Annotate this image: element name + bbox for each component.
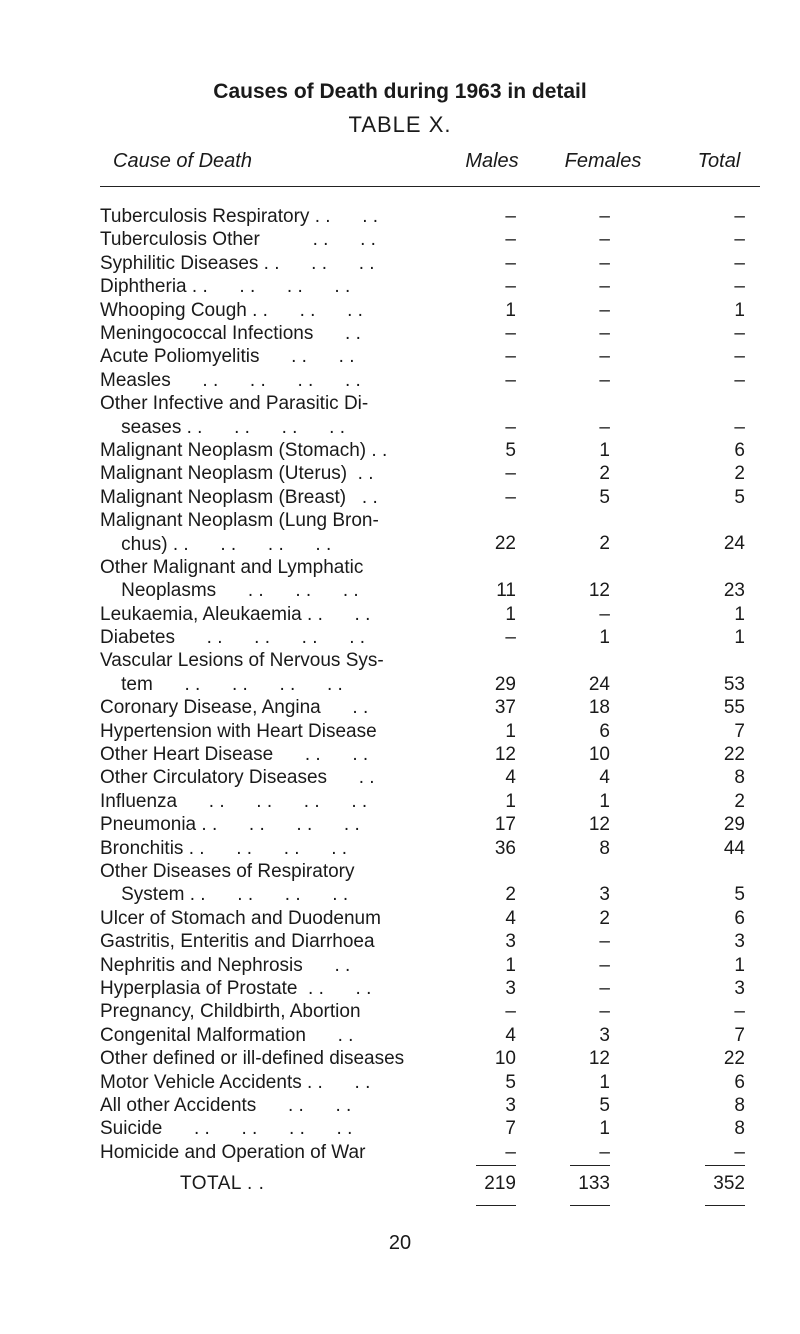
males-value: 3 (505, 931, 516, 953)
males-value: – (505, 627, 516, 649)
column-header-males: Males (465, 150, 519, 172)
females-value: – (599, 1001, 610, 1023)
females-value: – (599, 205, 610, 227)
females-value: 1 (599, 1118, 610, 1140)
cause-label: Malignant Neoplasm (Uterus) . . (100, 463, 374, 485)
cause-label: Diphtheria . . . . . . . . (100, 276, 351, 298)
total-value: 1 (734, 299, 745, 321)
table-row (0, 462, 800, 485)
table-row (0, 907, 800, 930)
total-males: 219 (484, 1173, 516, 1194)
females-value: 1 (599, 790, 610, 812)
cause-label: All other Accidents . . . . (100, 1094, 352, 1116)
total-value: 2 (734, 790, 745, 812)
table-row (0, 1071, 800, 1094)
cause-label: Coronary Disease, Angina . . (100, 697, 369, 719)
males-value: – (505, 369, 516, 391)
females-value: 5 (599, 486, 610, 508)
females-value: 12 (588, 814, 610, 836)
total-value: 7 (734, 1024, 745, 1046)
males-value: 4 (505, 767, 516, 789)
cause-label: Bronchitis . . . . . . . . (100, 837, 348, 859)
males-value: – (505, 486, 516, 508)
table-row (0, 720, 800, 743)
table-row (0, 603, 800, 626)
total-value: 8 (734, 1118, 745, 1140)
cause-label: Diabetes . . . . . . . . (100, 627, 366, 649)
cause-label: Other Diseases of Respiratory System . . . . . . . . (100, 861, 355, 906)
total-value: 3 (734, 931, 745, 953)
males-value: – (505, 322, 516, 344)
females-value: – (599, 1141, 610, 1163)
females-value: 1 (599, 1071, 610, 1093)
males-value: 12 (494, 744, 516, 766)
table-row (0, 509, 800, 556)
cause-label: Pneumonia . . . . . . . . (100, 814, 360, 836)
total-value: – (734, 252, 745, 274)
males-value: – (505, 463, 516, 485)
females-value: 3 (599, 1024, 610, 1046)
females-value: 24 (588, 673, 610, 695)
females-value: 3 (599, 884, 610, 906)
cause-label: Nephritis and Nephrosis . . (100, 954, 351, 976)
females-value: 2 (599, 463, 610, 485)
table-row (0, 1047, 800, 1070)
cause-label: Hyperplasia of Prostate . . . . (100, 977, 372, 999)
females-value: 12 (588, 580, 610, 602)
table-row (0, 626, 800, 649)
table-row (0, 1000, 800, 1023)
table-row (0, 977, 800, 1000)
cause-label: Whooping Cough . . . . . . (100, 299, 363, 321)
cause-label: Syphilitic Diseases . . . . . . (100, 252, 375, 274)
males-value: 10 (494, 1048, 516, 1070)
table-row (0, 439, 800, 462)
total-value: – (734, 1141, 745, 1163)
header-divider (100, 186, 760, 187)
cause-label: Pregnancy, Childbirth, Abortion (100, 1001, 361, 1023)
table-row (0, 813, 800, 836)
females-value: 18 (588, 697, 610, 719)
total-value: 8 (734, 767, 745, 789)
males-value: 1 (505, 299, 516, 321)
cause-label: Leukaemia, Aleukaemia . . . . (100, 603, 371, 625)
table-row (0, 1094, 800, 1117)
table-row (0, 322, 800, 345)
cause-label: Malignant Neoplasm (Breast) . . (100, 486, 378, 508)
column-header-cause: Cause of Death (113, 150, 252, 172)
males-value: 1 (505, 720, 516, 742)
males-value: – (505, 1141, 516, 1163)
cause-label: Ulcer of Stomach and Duodenum (100, 907, 381, 929)
cause-label: Other Infective and Parasitic Di- seases . . . . . . . . (100, 393, 369, 438)
cause-label: Hypertension with Heart Disease (100, 720, 377, 742)
table-row (0, 790, 800, 813)
females-value: 1 (599, 627, 610, 649)
total-value: 1 (734, 603, 745, 625)
causes-table-body (0, 205, 800, 1164)
document-title: Causes of Death during 1963 in detail (213, 80, 587, 103)
males-value: 3 (505, 977, 516, 999)
table-row (0, 345, 800, 368)
table-row (0, 930, 800, 953)
males-value: – (505, 416, 516, 438)
cause-label: Acute Poliomyelitis . . . . (100, 346, 355, 368)
males-value: 22 (494, 533, 516, 555)
cause-label: Malignant Neoplasm (Stomach) . . (100, 439, 388, 461)
cause-label: Other defined or ill-defined diseases (100, 1048, 405, 1070)
total-value: 24 (723, 533, 745, 555)
total-value: 8 (734, 1094, 745, 1116)
females-value: – (599, 416, 610, 438)
total-value: 7 (734, 720, 745, 742)
cause-label: Tuberculosis Other . . . . (100, 229, 376, 251)
column-header-total: Total (697, 150, 741, 172)
total-rule-top-total (705, 1165, 745, 1166)
males-value: – (505, 346, 516, 368)
total-value: 23 (723, 580, 745, 602)
total-value: – (734, 416, 745, 438)
females-value: 4 (599, 767, 610, 789)
total-rule-bottom-total (705, 1205, 745, 1206)
cause-label: Malignant Neoplasm (Lung Bron- chus) . . . . . . . . (100, 510, 379, 555)
total-value: 1 (734, 627, 745, 649)
males-value: 37 (494, 697, 516, 719)
males-value: 29 (494, 673, 516, 695)
males-value: 5 (505, 439, 516, 461)
table-row (0, 1024, 800, 1047)
females-value: 10 (588, 744, 610, 766)
total-value: 55 (723, 697, 745, 719)
females-value: 6 (599, 720, 610, 742)
females-value: – (599, 931, 610, 953)
males-value: 1 (505, 790, 516, 812)
cause-label: Homicide and Operation of War (100, 1141, 366, 1163)
males-value: 1 (505, 954, 516, 976)
males-value: 3 (505, 1094, 516, 1116)
total-value: 6 (734, 1071, 745, 1093)
total-value: 5 (734, 486, 745, 508)
total-value: 5 (734, 884, 745, 906)
females-value: 2 (599, 533, 610, 555)
page-number: 20 (388, 1232, 412, 1254)
total-females: 133 (578, 1173, 610, 1194)
males-value: 5 (505, 1071, 516, 1093)
total-rule-bottom-females (570, 1205, 610, 1206)
total-value: – (734, 229, 745, 251)
table-row (0, 205, 800, 228)
females-value: – (599, 252, 610, 274)
males-value: 1 (505, 603, 516, 625)
cause-label: Gastritis, Enteritis and Diarrhoea (100, 931, 375, 953)
table-row (0, 369, 800, 392)
females-value: – (599, 346, 610, 368)
total-value: 22 (723, 744, 745, 766)
total-value: 2 (734, 463, 745, 485)
total-value: 53 (723, 673, 745, 695)
males-value: – (505, 1001, 516, 1023)
cause-label: Influenza . . . . . . . . (100, 790, 368, 812)
cause-label: Tuberculosis Respiratory . . . . (100, 206, 379, 227)
table-row (0, 228, 800, 251)
total-label: TOTAL . . (180, 1173, 265, 1194)
cause-label: Other Circulatory Diseases . . (100, 767, 375, 789)
table-row (0, 486, 800, 509)
table-row (0, 743, 800, 766)
total-rule-top-females (570, 1165, 610, 1166)
table-row (0, 556, 800, 603)
table-row (0, 766, 800, 789)
cause-label: Other Heart Disease . . . . (100, 744, 369, 766)
total-value: 1 (734, 954, 745, 976)
males-value: 7 (505, 1118, 516, 1140)
cause-label: Motor Vehicle Accidents . . . . (100, 1071, 371, 1093)
total-value: – (734, 205, 745, 227)
table-row (0, 299, 800, 322)
table-row (0, 1117, 800, 1140)
females-value: – (599, 322, 610, 344)
total-value: 44 (723, 837, 745, 859)
males-value: 36 (494, 837, 516, 859)
females-value: – (599, 276, 610, 298)
table-row (0, 696, 800, 719)
total-value: – (734, 369, 745, 391)
table-row (0, 954, 800, 977)
males-value: 4 (505, 1024, 516, 1046)
males-value: – (505, 229, 516, 251)
males-value: – (505, 205, 516, 227)
males-value: 11 (496, 580, 516, 602)
total-value: 29 (723, 814, 745, 836)
table-row (0, 1141, 800, 1164)
column-header-females: Females (564, 150, 642, 172)
total-rule-bottom-males (476, 1205, 516, 1206)
females-value: 8 (599, 837, 610, 859)
total-value: 3 (734, 977, 745, 999)
table-row (0, 837, 800, 860)
males-value: – (505, 252, 516, 274)
table-row (0, 649, 800, 696)
total-value: – (734, 322, 745, 344)
total-value: – (734, 276, 745, 298)
cause-label: Other Malignant and Lymphatic Neoplasms . . . . . . (100, 556, 364, 602)
table-label: TABLE X. (348, 112, 452, 137)
total-value: 6 (734, 439, 745, 461)
total-total: 352 (713, 1173, 745, 1194)
cause-label: Suicide . . . . . . . . (100, 1118, 353, 1140)
females-value: – (599, 977, 610, 999)
total-value: – (734, 1001, 745, 1023)
table-row (0, 860, 800, 907)
cause-label: Measles . . . . . . . . (100, 369, 361, 391)
table-row (0, 252, 800, 275)
table-row (0, 275, 800, 298)
total-rule-top-males (476, 1165, 516, 1166)
females-value: 2 (599, 907, 610, 929)
females-value: 12 (588, 1048, 610, 1070)
females-value: – (599, 229, 610, 251)
females-value: 1 (599, 439, 610, 461)
females-value: – (599, 603, 610, 625)
total-value: 22 (723, 1048, 745, 1070)
total-value: – (734, 346, 745, 368)
cause-label: Meningococcal Infections . . (100, 322, 361, 344)
total-value: 6 (734, 907, 745, 929)
cause-label: Congenital Malformation . . (100, 1024, 354, 1046)
males-value: 17 (494, 814, 516, 836)
males-value: – (505, 276, 516, 298)
cause-label: Vascular Lesions of Nervous Sys- tem . . . . . . . . (100, 650, 384, 695)
females-value: – (599, 299, 610, 321)
females-value: – (599, 954, 610, 976)
females-value: – (599, 369, 610, 391)
males-value: 2 (505, 884, 516, 906)
males-value: 4 (505, 907, 516, 929)
table-row (0, 392, 800, 439)
females-value: 5 (599, 1094, 610, 1116)
